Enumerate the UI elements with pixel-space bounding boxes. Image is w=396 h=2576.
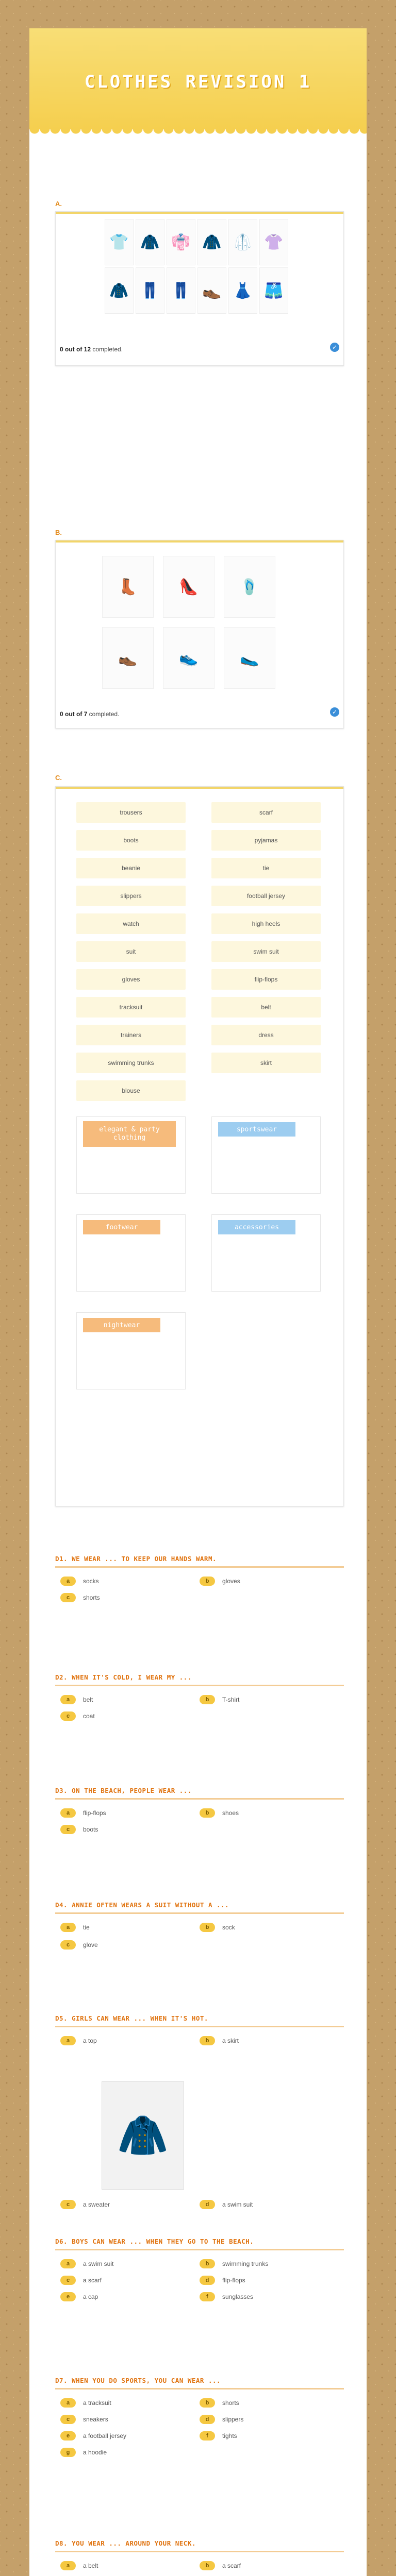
option-letter-badge: f [200,2431,215,2441]
answer-option[interactable] [200,2292,253,2301]
answer-option[interactable] [60,2200,110,2209]
word-tile[interactable]: flip-flops [211,969,321,990]
word-tile[interactable]: belt [211,997,321,1018]
option-text: belt [83,1696,93,1703]
answer-option[interactable] [60,1940,98,1950]
answer-option[interactable] [60,1577,99,1586]
option-text: a swim suit [222,2201,253,2208]
word-tile[interactable]: pyjamas [211,830,321,851]
answer-option[interactable] [60,1593,100,1602]
word-tile[interactable]: slippers [76,886,186,906]
option-letter-badge: a [60,1577,76,1586]
word-tile[interactable]: scarf [211,802,321,823]
option-text: coat [83,1713,95,1720]
answer-option[interactable] [60,1808,106,1818]
option-text: a skirt [222,2037,239,2044]
shoe-image[interactable]: 🥿 [224,627,275,689]
option-letter-badge: c [60,1593,76,1602]
option-letter-badge: a [60,2036,76,2045]
answer-option[interactable] [60,2036,97,2045]
word-tile[interactable]: dress [211,1025,321,1045]
word-tile[interactable]: tracksuit [76,997,186,1018]
option-text: T-shirt [222,1696,240,1703]
option-text: a tracksuit [83,2399,111,2406]
question-d7-title: D7. WHEN YOU DO SPORTS, YOU CAN WEAR ... [55,2377,221,2384]
category-dropzone[interactable] [211,1214,321,1292]
option-text: slippers [222,2416,244,2423]
option-text: tie [83,1924,90,1931]
option-letter-badge: b [200,1695,215,1704]
section-c-label: C. [55,774,62,782]
option-letter-badge: b [200,2259,215,2268]
panel-top-bar [56,540,343,543]
option-text: a top [83,2037,97,2044]
option-letter-badge: e [60,2431,76,2441]
option-text: tights [222,2432,237,2439]
answer-option[interactable] [200,1808,239,1818]
option-text: a hoodie [83,2449,107,2456]
clothing-image[interactable]: 🥼 [228,219,257,265]
shoe-image[interactable]: 👠 [163,556,214,618]
category-label: footwear [83,1220,160,1234]
option-letter-badge: c [60,2415,76,2424]
shoe-image[interactable]: 👟 [163,627,214,689]
option-text: sock [222,1924,235,1931]
option-letter-badge: c [60,1825,76,1834]
answer-option[interactable] [200,2398,239,2408]
answer-option[interactable] [60,2415,108,2424]
option-text: sneakers [83,2416,108,2423]
question-d3-title: D3. ON THE BEACH, PEOPLE WEAR ... [55,1787,192,1794]
option-text: a swim suit [83,2260,114,2267]
answer-option[interactable] [60,2276,102,2285]
question-d4-title: D4. ANNIE OFTEN WEARS A SUIT WITHOUT A ... [55,1901,229,1909]
option-letter-badge: c [60,1940,76,1950]
category-label: sportswear [218,1122,295,1137]
answer-option[interactable] [60,1825,98,1834]
option-letter-badge: b [200,1923,215,1932]
option-text: shoes [222,1809,239,1817]
section-a-panel [55,211,344,366]
panel-top-bar [56,212,343,214]
answer-option[interactable] [200,1577,240,1586]
answer-option[interactable] [60,2259,113,2268]
option-letter-badge: a [60,1923,76,1932]
clothing-image[interactable]: 👚 [259,219,288,265]
option-text: a cap [83,2293,98,2300]
word-tile[interactable]: swim suit [211,941,321,962]
clothing-image[interactable]: 👖 [167,267,195,314]
clothing-image[interactable]: 🩳 [259,267,288,314]
category-dropzone[interactable] [76,1116,186,1194]
image-grid-a [105,219,295,314]
clothing-image[interactable]: 👖 [136,267,164,314]
section-b-panel [55,540,344,728]
option-letter-badge: b [200,1577,215,1586]
option-letter-badge: c [60,2276,76,2285]
clothing-image[interactable]: 👕 [105,219,134,265]
section-c-panel [55,786,344,1506]
word-tile[interactable]: skirt [211,1053,321,1073]
option-letter-badge: a [60,2259,76,2268]
question-divider [55,2249,344,2250]
option-text: socks [83,1578,99,1585]
option-text: boots [83,1826,98,1833]
clothing-image[interactable]: 👗 [228,267,257,314]
question-divider [55,1685,344,1686]
option-letter-badge: b [200,1808,215,1818]
word-tile[interactable]: trainers [76,1025,186,1045]
word-tile[interactable]: trousers [76,802,186,823]
answer-option[interactable] [60,2398,111,2408]
word-tile[interactable]: gloves [76,969,186,990]
shoe-image[interactable]: 👞 [102,627,154,689]
option-text: a sweater [83,2201,110,2208]
option-text: gloves [222,1578,240,1585]
question-divider [55,2388,344,2389]
header-banner [29,28,367,129]
answer-option[interactable] [200,1695,239,1704]
option-text: a scarf [83,2277,102,2284]
clothing-image[interactable]: 🧥 [197,219,226,265]
question-d1-title: D1. WE WEAR ... TO KEEP OUR HANDS WARM. [55,1555,217,1563]
option-letter-badge: a [60,2561,76,2570]
page-title: CLOTHES REVISION 1 [84,72,312,92]
option-letter-badge: e [60,2292,76,2301]
option-letter-badge: d [200,2276,215,2285]
answer-option[interactable] [200,1923,235,1932]
category-dropzone[interactable] [211,1116,321,1194]
option-letter-badge: c [60,1711,76,1721]
shoe-image[interactable]: 👢 [102,556,154,618]
answer-option[interactable] [200,2561,241,2570]
option-text: glove [83,1941,98,1948]
answer-option[interactable] [60,1711,95,1721]
word-tile[interactable]: watch [76,913,186,934]
answer-option[interactable] [60,1695,93,1704]
answer-option[interactable] [60,1923,90,1932]
option-text: shorts [222,2399,239,2406]
progress-text-a: 0 out of 12 completed. [60,346,123,353]
answer-option[interactable] [60,2561,98,2570]
shoe-image[interactable]: 🩴 [224,556,275,618]
option-letter-badge: f [200,2292,215,2301]
option-text: flip-flops [83,1809,106,1817]
answer-option[interactable] [200,2415,243,2424]
option-letter-badge: a [60,1695,76,1704]
panel-top-bar [56,787,343,789]
option-text: sunglasses [222,2293,254,2300]
word-tile[interactable]: boots [76,830,186,851]
answer-option[interactable] [200,2431,237,2441]
category-dropzone[interactable] [76,1214,186,1292]
option-text: swimming trunks [222,2260,269,2267]
answer-option[interactable] [200,2276,245,2285]
section-a-label: A. [55,200,62,208]
word-tile[interactable]: blouse [76,1080,186,1101]
option-letter-badge: b [200,2036,215,2045]
option-letter-badge: g [60,2448,76,2457]
question-divider [55,1566,344,1568]
option-text: a scarf [222,2562,241,2569]
question-d5-title: D5. GIRLS CAN WEAR ... WHEN IT'S HOT. [55,2014,208,2022]
category-label: accessories [218,1220,295,1234]
option-letter-badge: a [60,2398,76,2408]
clothing-image[interactable]: 👘 [167,219,195,265]
clothing-image[interactable]: 🧥 [105,267,134,314]
option-text: a belt [83,2562,98,2569]
question-d8-title: D8. YOU WEAR ... AROUND YOUR NECK. [55,2539,196,2547]
question-d2-title: D2. WHEN IT'S COLD, I WEAR MY ... [55,1673,192,1681]
option-letter-badge: b [200,2398,215,2408]
progress-text-b: 0 out of 7 completed. [60,710,120,718]
clothing-image[interactable]: 🧥 [136,219,164,265]
option-letter-badge: b [200,2561,215,2570]
word-tile[interactable]: tie [211,858,321,878]
option-text: shorts [83,1594,100,1601]
answer-option[interactable] [200,2259,268,2268]
clothing-image[interactable]: 👞 [197,267,226,314]
answer-option[interactable] [60,2431,126,2441]
category-label: elegant & party clothing [83,1121,176,1147]
worksheet-paper [29,28,367,2576]
category-label: nightwear [83,1318,160,1332]
option-letter-badge: a [60,1808,76,1818]
word-tile[interactable]: suit [76,941,186,962]
option-text: a football jersey [83,2432,127,2439]
question-divider [55,1912,344,1914]
word-tile[interactable]: swimming trunks [76,1053,186,1073]
option-letter-badge: c [60,2200,76,2209]
check-icon[interactable]: ✓ [330,707,339,717]
answer-option[interactable] [200,2200,253,2209]
sweater-photo: 🧥 [102,2081,184,2190]
answer-option[interactable] [200,2036,239,2045]
answer-option[interactable] [60,2292,98,2301]
category-dropzone[interactable] [76,1312,186,1389]
word-tile[interactable]: high heels [211,913,321,934]
word-tile[interactable]: football jersey [211,886,321,906]
option-text: flip-flops [222,2277,245,2284]
check-icon[interactable]: ✓ [330,343,339,352]
question-divider [55,2026,344,2027]
question-divider [55,1798,344,1800]
image-grid-b [102,556,298,689]
question-d6-title: D6. BOYS CAN WEAR ... WHEN THEY GO TO THE BEACH. [55,2238,254,2245]
answer-option[interactable] [60,2448,107,2457]
option-letter-badge: d [200,2200,215,2209]
word-tile[interactable]: beanie [76,858,186,878]
question-divider [55,2551,344,2552]
section-b-label: B. [55,529,62,536]
option-letter-badge: d [200,2415,215,2424]
